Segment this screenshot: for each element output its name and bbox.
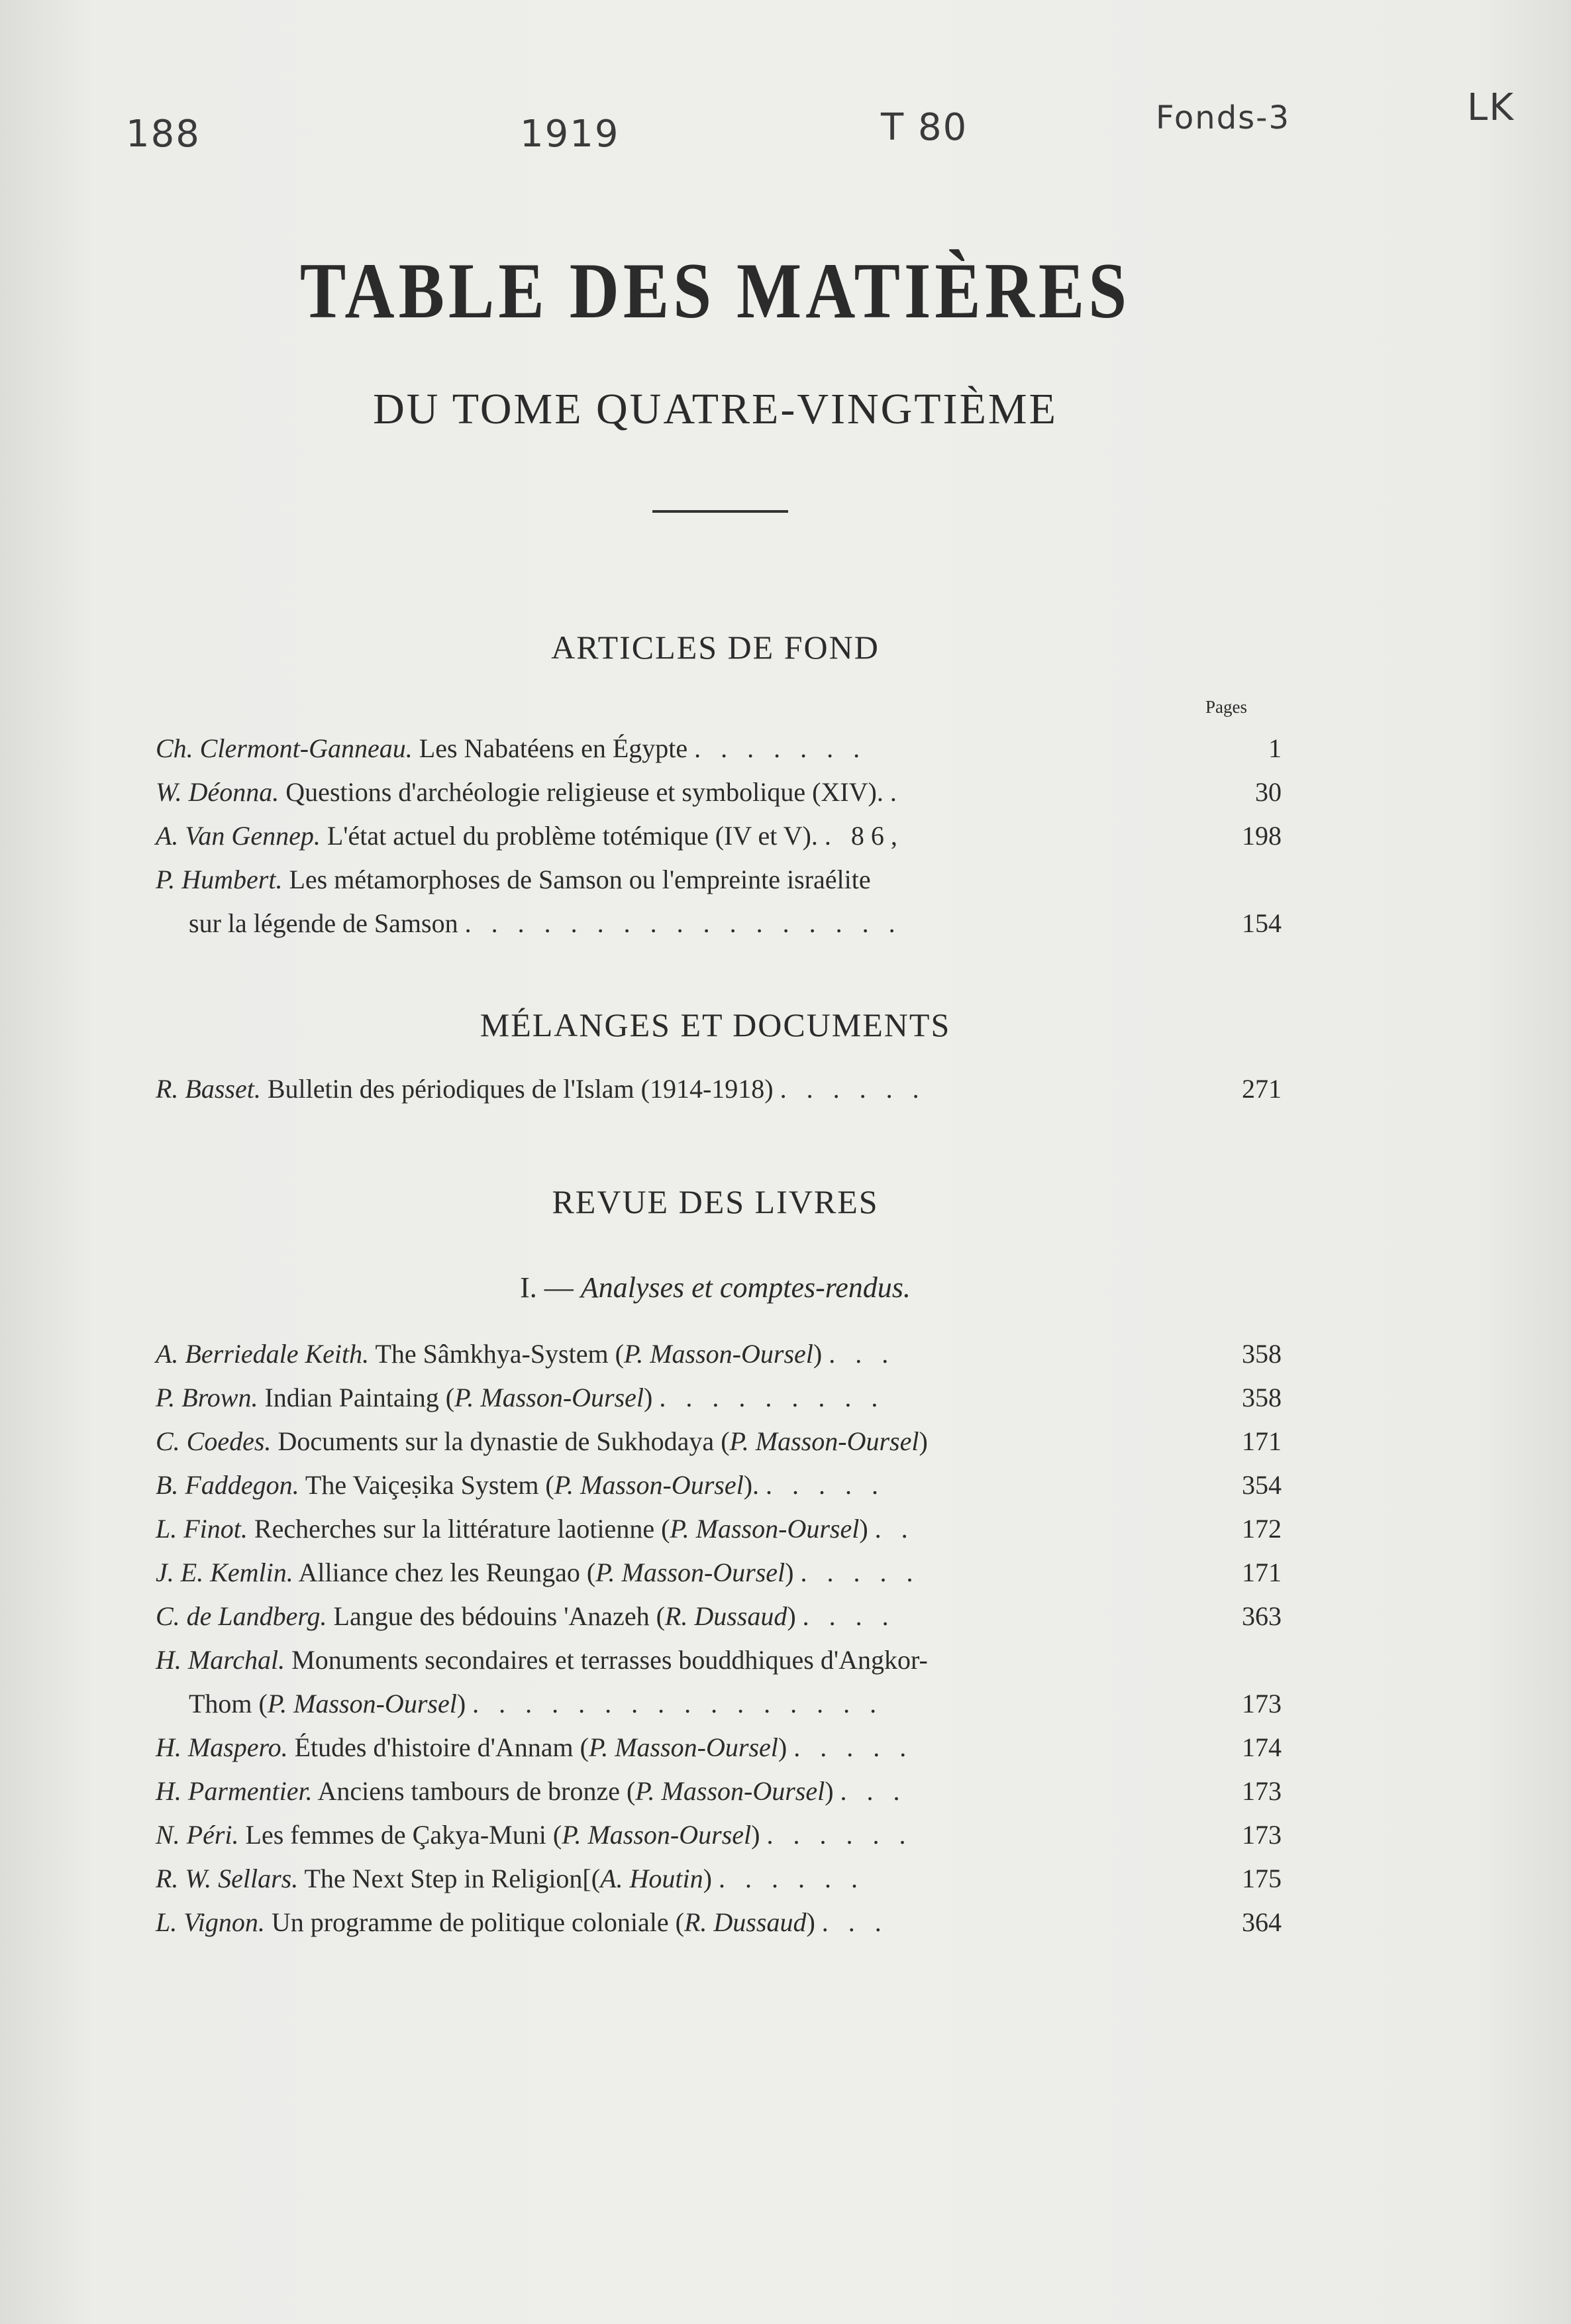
entry-title: Questions d'archéologie religieuse et symbolique (XIV). <box>285 777 884 807</box>
entry-page: 171 <box>1242 1558 1282 1587</box>
leader-dots: . . . <box>840 1776 907 1806</box>
leader-dots: . . . . . <box>800 1558 920 1587</box>
entry-author: Ch. Clermont-Ganneau. <box>156 733 413 763</box>
toc-entry <box>156 1509 1282 1549</box>
entry-reviewer: R. Dussaud <box>684 1907 807 1937</box>
toc-entry <box>156 1903 1282 1942</box>
toc-entry <box>156 1069 1282 1109</box>
leader-dots: . . . <box>829 1339 895 1369</box>
subsection-heading <box>0 1271 1431 1304</box>
toc-entry <box>156 729 1282 768</box>
entry-author: R. W. Sellars. <box>156 1864 299 1893</box>
entry-author: R. Basset. <box>156 1074 261 1104</box>
leader-dots: . . . . . . <box>766 1820 913 1850</box>
entry-title: Études d'histoire d'Annam ( <box>294 1732 589 1762</box>
entry-author: N. Péri. <box>156 1820 239 1850</box>
toc-entry <box>156 1465 1282 1505</box>
entry-title: L'état actuel du problème totémique (IV et V). <box>327 821 818 851</box>
entry-page: 30 <box>1255 777 1282 807</box>
entry-reviewer: P. Masson-Oursel <box>454 1383 644 1412</box>
handwritten-mark: 188 <box>126 113 201 156</box>
leader-dots: . . . . . <box>766 1470 886 1500</box>
leader-dots: . <box>889 777 903 807</box>
toc-entry <box>156 860 1282 900</box>
entry-page: 173 <box>1242 1776 1282 1806</box>
handwritten-mark: T 80 <box>881 106 968 149</box>
entry-author: J. E. Kemlin. <box>156 1558 293 1587</box>
toc-entry <box>156 1422 1282 1461</box>
entry-author: L. Vignon. <box>156 1907 265 1937</box>
entry-page: 198 <box>1242 821 1282 851</box>
entry-title: Anciens tambours de bronze ( <box>317 1776 636 1806</box>
handwritten-mark: Fonds-3 <box>1156 99 1291 136</box>
entry-title: Thom ( <box>189 1689 268 1718</box>
entry-page: 174 <box>1242 1732 1282 1762</box>
entry-reviewer: P. Masson-Oursel <box>562 1820 752 1850</box>
entry-title: Documents sur la dynastie de Sukhodaya ( <box>278 1426 730 1456</box>
entry-page: 363 <box>1242 1601 1282 1631</box>
entry-author: B. Faddegon. <box>156 1470 299 1500</box>
entry-title: The Sâmkhya-System ( <box>375 1339 624 1369</box>
entry-reviewer: P. Masson-Oursel <box>554 1470 744 1500</box>
toc-entry <box>156 816 1282 856</box>
entry-title: Langue des bédouins 'Anazeh ( <box>333 1601 665 1631</box>
entry-page: 175 <box>1242 1864 1282 1893</box>
leader-dots: . . . <box>821 1907 888 1937</box>
pages-column-label: Pages <box>1205 697 1247 717</box>
page-subtitle: DU TOME QUATRE-VINGTIÈME <box>373 385 1058 433</box>
entry-page: 358 <box>1242 1339 1282 1369</box>
title-divider <box>652 510 788 513</box>
entry-author: W. Déonna. <box>156 777 279 807</box>
entry-page: 154 <box>1242 908 1282 938</box>
entry-title-tail: ) <box>785 1558 794 1587</box>
entry-title-tail: ) <box>703 1864 712 1893</box>
entry-author: A. Berriedale Keith. <box>156 1339 370 1369</box>
entry-author: H. Maspero. <box>156 1732 288 1762</box>
leader-dots: . . . . . . . . . . . . . . . . . <box>464 908 902 938</box>
leader-dots: . . . . . . . . . <box>659 1383 885 1412</box>
handwritten-mark: LK <box>1467 86 1515 129</box>
toc-entry <box>156 1771 1282 1811</box>
entry-reviewer: P. Masson-Oursel <box>635 1776 825 1806</box>
toc-entry <box>156 1553 1282 1593</box>
entry-title: Monuments secondaires et terrasses bouddhiques d'Angkor- <box>291 1645 928 1675</box>
leader-dots: . 86, <box>824 821 904 851</box>
entry-author: P. Brown. <box>156 1383 258 1412</box>
entry-reviewer: P. Masson-Oursel <box>623 1339 813 1369</box>
toc-entry-continuation <box>189 1684 1282 1724</box>
entry-title-tail: ) <box>919 1426 928 1456</box>
entry-reviewer: P. Masson-Oursel <box>267 1689 457 1718</box>
entry-title-tail: ) <box>859 1514 868 1544</box>
entry-title: The Vaiçeṣika System ( <box>305 1470 554 1500</box>
leader-dots: . . . . <box>802 1601 895 1631</box>
toc-entry-continuation <box>189 904 1282 943</box>
entry-title: Bulletin des périodiques de l'Islam (1914-1918) <box>267 1074 774 1104</box>
entry-page: 173 <box>1242 1820 1282 1850</box>
entry-title-tail: ) <box>644 1383 653 1412</box>
entry-title: Alliance chez les Reungao ( <box>298 1558 596 1587</box>
section-heading-melanges: MÉLANGES ET DOCUMENTS <box>480 1006 951 1043</box>
entry-title-tail: ) <box>456 1689 466 1718</box>
entry-reviewer: P. Masson-Oursel <box>729 1426 919 1456</box>
entry-title: Un programme de politique coloniale ( <box>271 1907 684 1937</box>
entry-title-tail: ). <box>743 1470 760 1500</box>
entry-reviewer: R. Dussaud <box>664 1601 787 1631</box>
toc-entry <box>156 1334 1282 1374</box>
leader-dots: . . . . . . . . . . . . . . . . <box>472 1689 884 1718</box>
entry-page: 172 <box>1242 1514 1282 1544</box>
toc-entry <box>156 1640 1282 1680</box>
toc-entry <box>156 1378 1282 1418</box>
entry-title: Les femmes de Çakya-Muni ( <box>245 1820 562 1850</box>
entry-title-tail: ) <box>778 1732 787 1762</box>
entry-page: 271 <box>1242 1074 1282 1104</box>
entry-reviewer: P. Masson-Oursel <box>670 1514 860 1544</box>
toc-entry <box>156 1597 1282 1636</box>
entry-title-tail: ) <box>806 1907 815 1937</box>
entry-title: Recherches sur la littérature laotienne ( <box>254 1514 670 1544</box>
entry-author: A. Van Gennep. <box>156 821 321 851</box>
entry-author: C. Coedes. <box>156 1426 272 1456</box>
toc-entry <box>156 1859 1282 1899</box>
entry-title: The Next Step in Religion[( <box>304 1864 601 1893</box>
entry-title-tail: ) <box>813 1339 823 1369</box>
entry-author: P. Humbert. <box>156 865 283 894</box>
entry-title: Les métamorphoses de Samson ou l'empreinte israélite <box>289 865 871 894</box>
entry-title-tail: ) <box>787 1601 796 1631</box>
entry-page: 358 <box>1242 1383 1282 1412</box>
leader-dots: . . . . . <box>793 1732 913 1762</box>
entry-author: H. Parmentier. <box>156 1776 313 1806</box>
entry-page: 1 <box>1268 733 1282 763</box>
leader-dots: . . . . . . <box>780 1074 926 1104</box>
toc-entry <box>156 1815 1282 1855</box>
page-title: TABLE DES MATIÈRES <box>299 247 1131 335</box>
entry-title: Les Nabatéens en Égypte <box>419 733 688 763</box>
entry-title-tail: ) <box>751 1820 760 1850</box>
section-heading-articles: ARTICLES DE FOND <box>551 629 880 666</box>
leader-dots: . . <box>874 1514 915 1544</box>
entry-page: 171 <box>1242 1426 1282 1456</box>
entry-page: 173 <box>1242 1689 1282 1718</box>
toc-entry <box>156 1728 1282 1768</box>
entry-reviewer: P. Masson-Oursel <box>588 1732 778 1762</box>
entry-author: C. de Landberg. <box>156 1601 327 1631</box>
entry-title-tail: ) <box>825 1776 834 1806</box>
leader-dots: . . . . . . . <box>694 733 867 763</box>
entry-page: 364 <box>1242 1907 1282 1937</box>
entry-reviewer: P. Masson-Oursel <box>595 1558 786 1587</box>
entry-author: H. Marchal. <box>156 1645 285 1675</box>
entry-title: sur la légende de Samson <box>189 908 458 938</box>
leader-dots: . . . . . . <box>718 1864 864 1893</box>
toc-entry <box>156 772 1282 812</box>
handwritten-mark: 1919 <box>520 113 620 156</box>
subsection-number: I. — <box>520 1271 574 1304</box>
section-heading-revue: REVUE DES LIVRES <box>552 1183 879 1220</box>
subsection-title: Analyses et comptes-rendus. <box>580 1271 911 1304</box>
entry-reviewer: A. Houtin <box>600 1864 703 1893</box>
entry-author: L. Finot. <box>156 1514 248 1544</box>
entry-title: Indian Paintaing ( <box>264 1383 455 1412</box>
entry-page: 354 <box>1242 1470 1282 1500</box>
